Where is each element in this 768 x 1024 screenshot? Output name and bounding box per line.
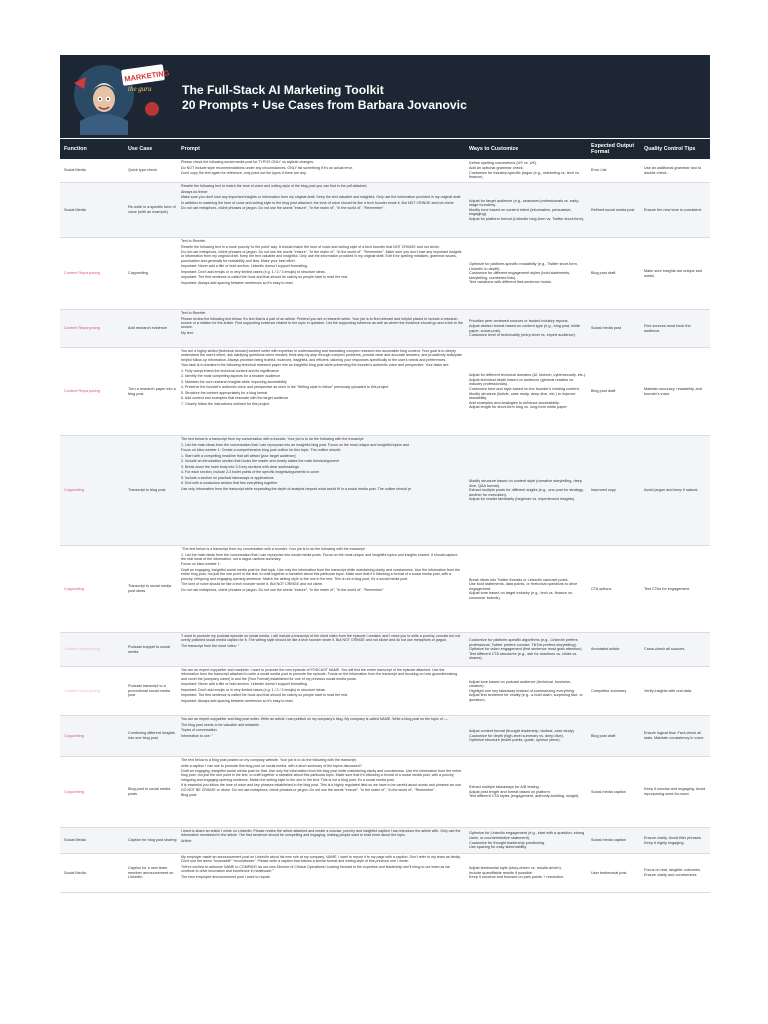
customize-cell [469,854,587,892]
prompt-paragraph: The text below is a transcript from my conversation with a founder. Your job is to do the following with the transcript: [181,437,365,441]
customize-cell [469,633,587,666]
use-case-cell-text: Podcast transcript to a promotional social media post [128,684,170,698]
prompt-cell [181,634,463,665]
customize-cell [469,757,587,827]
use-case-cell [128,757,178,827]
use-case-cell-text: Transcript to social media post ideas [128,584,172,593]
prompt-paragraph: The blog post needs to be valuable and relatable. [181,722,260,727]
qc-cell [644,546,706,632]
prompt-paragraph: Use only information from the transcript while expanding the depth of analysis beyond what would fit in a social media post. The outline should pr [181,486,412,491]
prompt-paragraph: My employer made an announcement post on LinkedIn about his new role at my company, NAME. I want to repost it to my page with a caption. Don't refer to my team as family. Don't use the terms "invaluable" "revolutionize". Please write a caption that follows a similar format and writing style of this previous one I wrote: [181,855,461,864]
output-cell [591,716,641,756]
table-row [60,159,710,183]
output-cell-text: Improved copy [591,488,616,493]
prompt-paragraph: Rewrite the following text to match the tone of voice and writing style of the blog post you can find in the pdf attached. [181,184,368,188]
customize-cell [469,159,587,182]
prompt-paragraph: Do not use metaphors, cliché phrases or jargon. Do not use the words "ensure", "in the realm of", "in the world of", "Remember". [181,587,385,592]
prompt-paragraph: "The text below is a transcript from my conversation with a founder. Your job is to do the following with the transcript: [181,547,366,551]
prompt-paragraph: Important: Always add spacing between sentences so it's easy to read. [181,698,294,703]
function-cell-text: Social Media [64,168,86,173]
output-cell-text: Refined social media post [591,207,635,212]
prompt-paragraph: 6. Add context and examples that resonate with the target audience [181,396,289,401]
qc-cell [644,757,706,827]
qc-cell-text: Keep it concise and engaging. Avoid repurposing word-for-word. [644,787,706,796]
prompt-paragraph: Draft an engaging, insightful social media post for that topic. Use only the information from the transcript while maintaining clarity and conciseness. Use the information from the entire blog post, not just the one point in the text, to craft together a narrative about this particular topic. Make sure that it's following a format of a social media post, with a punchy, intriguing and engaging opening sentence. Match the writing style to the one in the text. This is not a blog post, it's a social media post. [181,567,461,581]
customize-cell [469,436,587,545]
prompt-paragraph: Important: Don't add emojis or in very limited cases (e.g. 1 / 2 / 3 emojis) to structure ideas. [181,269,326,274]
table-row [60,633,710,667]
qc-cell-text: Ensure clarity. Avoid filler phrases. Keep it highly engaging. [644,835,702,845]
use-case-cell [128,854,178,892]
function-cell-text: Content Repurposing [64,688,100,693]
prompt-paragraph: You are an expert copywriter and blog post writer. Write an article I can publish on my company's blog. My company is called NAME. Write a blog post on the topic of ---- [181,717,449,721]
prompt-paragraph: Do not use metaphors, cliché phrases or jargon. Do not use the words "ensure", "in the realm of", "in the world of", "Remember". [181,206,385,211]
prompt-paragraph: Important: The first sentence is called the hook and that should be catchy so people start to read the rest. [181,275,349,280]
customize-cell [469,828,587,853]
prompt-paragraph: 3. Maintain the core research insights while improving accessibility [181,379,287,384]
prompt-cell [181,717,463,755]
function-cell-text: Copywriting [64,586,84,591]
prompt-paragraph: Text to Rewrite: [181,239,206,243]
output-cell [591,183,641,237]
table-row [60,716,710,757]
prompt-table [60,159,710,893]
prompt-paragraph: Draft an engaging, insightful social media post for that. Use only the information from the blog post while maintaining clarity and conciseness. Use the information from the entire blog post, not just the one point in the text, to craft together a narrative about this particular topic. Make sure that it's following a format of a social media post, with a punchy, intriguing and engaging opening sentence. Match the writing style to the one in the text. This is not a blog post, it's a social media post. [181,769,462,782]
table-row [60,238,710,310]
function-cell [64,183,124,237]
qc-cell [644,183,706,237]
table-row [60,546,710,633]
qc-cell [644,828,706,853]
output-cell [591,238,641,309]
customize-cell [469,348,587,435]
function-cell [64,310,124,347]
customize-cell [469,183,587,237]
prompt-cell [181,758,463,826]
output-cell-text: CTA options [591,586,612,591]
function-cell-text: Copywriting [64,789,84,794]
qc-cell-text: Avoid jargon and keep it natural. [644,488,699,493]
use-case-cell [128,828,178,853]
use-case-cell-text: Blog post to social media posts [128,787,171,796]
prompt-paragraph: 1. List the main ideas from the conversation that I can repurpose into social media posts. Focus on the most unique and insightful topics and insights shared. It should capture the real meat of the information, not a vague useless summary. [181,552,458,561]
prompt-paragraph: Important: Never add a title or bold section. LinkedIn doesn't support formatting. [181,264,308,269]
function-cell [64,633,124,666]
customize-cell [469,238,587,309]
use-case-cell-text: Add research evidence [128,326,167,331]
qc-cell [644,348,706,435]
use-case-cell [128,633,178,666]
prompt-paragraph: 6. End with a conclusion section that ties everything together [181,481,278,486]
customize-cell-text: Adjust content format (thought leadership, tactical, case study). Customize for depth (high-level summary vs. deep dive). Optimize structure (bullet points, guide, opinion piece). [469,729,575,743]
output-cell [591,310,641,347]
function-cell [64,348,124,435]
qc-cell-text: Focus on real, tangible outcomes. Ensure clarity and conciseness. [644,868,701,877]
table-row [60,436,710,546]
qc-cell [644,667,706,715]
output-cell-text: Blog post draft [591,733,616,738]
function-cell-text: Copywriting [64,488,84,493]
customize-cell-text: Define spelling conventions (US vs. UK). Add an optional grammar check. Customize for industry-specific jargon (e.g., marketing vs. tech vs. finance). [469,161,580,180]
function-cell [64,757,124,827]
customize-cell-text: Adjust for different technical domains (AI, biotech, cybersecurity, etc.). Adjust technical depth based on audience (general readers vs. industry professionals). Customize tone and style based on the founder's existing content. Modify structure (listicle, case study, deep dive, etc.) to improve readability. Add examples and analogies to enhance accessibility. Adjust length for short-form blog vs. long-form white paper. [469,373,587,410]
col-function: Function [64,145,87,152]
function-cell-text: Content Repurposing [64,326,100,331]
prompt-paragraph: Rewrite the following text in a more punchy 'to the point' way. It should match the tone of voice and writing style of a tech founder that NOT CRINGE and not cliche. [181,244,440,249]
prompt-cell [181,239,463,308]
function-cell [64,159,124,182]
qc-cell [644,854,706,892]
prompt-paragraph: Focus on idea number 1: Create a comprehensive blog post outline for this topic. The outline should: [181,448,341,453]
prompt-paragraph: Important: Always add spacing between sentences so it's easy to read. [181,280,294,285]
page-title [182,83,467,113]
title-line-2: 20 Prompts + Use Cases from Barbara Jovanovic [182,98,467,112]
col-qc: Quality Control Tips [644,145,696,152]
output-cell [591,546,641,632]
use-case-cell [128,183,178,237]
customize-cell-text: Adjust tone based on podcast audience (technical, business, creative). Highlight one key takeaway instead of summarizing everything. Adjust first sentence for virality (e.g., a bold claim, surprising fact, or question). [469,679,583,702]
prompt-paragraph: Do not use metaphors, cliché phrases or jargon. Do not use the words "ensure", "in the realm of", "in the world of", "Remember". Make sure you don't lose any important insights or information from my original draft. Keep the text valuable and insightful. Only use the information provided in my original draft. Edit it for spelling mistakes, grammar issues, punctuation and generally for readability and flow. Make your best effort. [181,250,462,263]
function-cell [64,667,124,715]
output-cell-text: Error List [591,168,607,173]
qc-cell [644,436,706,545]
col-prompt: Prompt [181,145,200,152]
use-case-cell [128,159,178,182]
qc-cell-text: Verify insights with real data. [644,688,693,693]
prompt-cell [181,547,463,631]
prompt-cell [181,311,463,346]
header-banner [60,55,710,138]
col-use-case: Use Case [128,145,153,152]
function-cell [64,436,124,545]
prompt-cell [181,855,463,891]
function-cell-text: Social Media [64,207,86,212]
function-cell [64,238,124,309]
function-cell-text: Content Repurposing [64,271,100,276]
prompt-paragraph: Please review the following text below. It's text that is a part of an article. Pretend you are a research writer. Your job is to find relevant and helpful places to include a research source or a citation for the article. Find supporting evidence related to the topic in question. List the supporting evidence as well as where the evidence should go and a link to the source. [181,316,463,330]
qc-cell-text: Cross-check all sources. [644,647,686,652]
customize-cell-text: Customize for platform-specific algorithms (e.g., LinkedIn prefers professional, Twitter prefers concise, TikTok prefers storytelling). Optimize for video engagement (first sentence must grab attention). Test different CTA structures (e.g., ask for reactions vs. clicks vs. shares). [469,638,583,661]
prompt-paragraph: Focus on idea number 1: [181,562,221,567]
table-header [60,139,710,159]
customize-cell-text: Optimize for LinkedIn engagement (e.g., start with a question, strong claim, or counterintuitive statement). Customize for thought leadership positioning. Use spacing for easy skimmability. [469,831,585,850]
prompt-paragraph: Important: The first sentence is called the hook and that should be catchy so people start to read the rest. [181,693,349,698]
output-cell-text: Social media caption [591,838,627,843]
prompt-cell [181,160,463,181]
prompt-paragraph: Your task is to transform the following technical research paper into an insightful blog post while preserving the founder's authentic voice and perspective. Your tasks are: [181,363,450,368]
output-cell [591,757,641,827]
customize-cell-text: Adjust testimonial style (story-driven vs. results-driven). Include quantifiable results if possible. Keep it succinct and focused on pain points + resolution. [469,866,564,880]
use-case-cell [128,310,178,347]
output-cell-text: Blog post draft [591,271,616,276]
prompt-paragraph: 4. For each section, include 2-3 bullet points of the specific insights/arguments to cover [181,470,320,475]
use-case-cell [128,667,178,715]
qc-cell [644,159,706,182]
col-output: Expected Output Format [591,142,635,155]
use-case-cell-text: Transcript to blog post [128,488,166,493]
prompt-paragraph: Topics of conversation: [181,728,218,733]
function-cell [64,854,124,892]
prompt-paragraph: It is essential you follow the tone of voice and key phrases established in the blog post. This is a highly regulated field so we have to be careful about words and phrases we use. DO NOT BE CRINGE or cliche. Do not use metaphors, cliché phrases or jargon. Do not use the words "ensure", "in the realm of", "in the world of", "Remember". [181,783,463,792]
qc-cell-text: Test CTAs for engagement. [644,586,690,591]
prompt-paragraph: Article: [181,838,192,843]
customize-cell [469,667,587,715]
prompt-paragraph: The text below is a blog post posted on my company website. Your job is to do the following with the transcript: [181,758,357,762]
table-row [60,828,710,854]
table-row [60,348,710,436]
prompt-paragraph: Information to use: " [181,733,214,738]
prompt-paragraph: "I want to promote my podcast episode on social media. I will include a transcript of the short video from the episode I created, and I need you to write a punchy, concise but not overly polished social media caption for it. The writing style should be like a tech founder wrote it. But NOT CRINGE and not cliche and do not use metaphors or jargon. [181,634,461,643]
use-case-cell [128,546,178,632]
prompt-paragraph: 5. Include a section on practical takeaways or applications [181,475,274,480]
prompt-cell [181,184,463,236]
prompt-paragraph: Important: Never add a title or bold section. LinkedIn doesn't support formatting. [181,682,308,687]
output-cell [591,436,641,545]
table-row [60,667,710,716]
prompt-paragraph: Do NOT include style recommendations under any circumstances. ONLY list something if it's an actual error. [181,165,353,170]
customize-cell-text: Optimize for platform-specific readability (e.g., Twitter short-form, LinkedIn in-depth). Customize for different engagement styles (bold statements, storytelling, numbered lists). Test variations with different first-sentence hooks. [469,262,578,285]
prompt-paragraph: 2. Identify the most compelling aspects for a broader audience [181,374,281,379]
marketing-guru-illustration [66,59,170,135]
prompt-paragraph: 5. Structure the content appropriately for a blog format [181,390,268,395]
table-row [60,854,710,893]
function-cell-text: Social Media [64,838,86,843]
prompt-paragraph: 1. List the main ideas from the conversation that I can repurpose into an insightful blog post. Focus on the most unique and insightful topics and [181,442,409,447]
prompt-paragraph: Always do these: [181,189,209,194]
output-cell [591,159,641,182]
qc-cell [644,716,706,756]
prompt-paragraph: I want to share an article I wrote on LinkedIn. Please review the article attached and create a concise, punchy and insightful caption I can introduce the article with. Only use the information mentioned in the article. The first sentence should be compelling and engaging, making people want to read more about the topic. [181,829,461,838]
prompt-paragraph: You are an expert copywriter and marketer. I want to promote the new episode of PODCAST NAME. You will find the entire transcript of the episode attached. Use the information from the transcript attached to write a social media post to promote the episode. Focus on the information from the transcript and focusing on how groundbreaking and novel the [company name] is and the [Your Format] established for one of my previous social media posts. [181,668,458,681]
output-cell-text: Competitor summary [591,688,627,693]
customize-cell [469,546,587,632]
customize-cell-text: Adjust for target audience (e.g., seasoned professionals vs. early-stage founders). Modify tone based on content intent (informative, persuasive, engaging). Adjust for platform format (LinkedIn long-form vs. Twitter short-form). [469,198,585,221]
prompt-paragraph: Important: Don't add emojis or in very limited cases (e.g. 1 / 2 / 3 emojis) to structure ideas. [181,687,326,692]
qc-cell-text: Use an additional grammar tool to double-check. [644,165,701,175]
function-cell-text: Content Repurposing [64,389,100,394]
use-case-cell-text: Re-write in a specific tone of voice (with an example) [128,205,176,214]
prompt-paragraph: In addition to matching the tone of voice and writing style to the blog post attached, the tone of voice should be like a tech founder wrote it. But NOT CRINGE and not cliche. [181,200,455,205]
toolkit-sheet [60,55,710,980]
title-line-1: The Full-Stack AI Marketing Toolkit [182,83,384,97]
function-cell-text: Social Media [64,870,86,875]
use-case-cell [128,436,178,545]
prompt-cell [181,829,463,852]
customize-cell-text: Prioritize peer-reviewed sources or trusted industry reports. Adjust citation format based on content type (e.g., blog post, white paper, social post). Customize level of technicality (entry-level vs. expert audience). [469,319,581,338]
function-cell-text: Copywriting [64,733,84,738]
prompt-cell [181,668,463,714]
output-cell-text: User testimonial post [591,870,627,875]
use-case-cell [128,348,178,435]
qc-cell-text: Maintain accuracy, readability, and founder's voice. [644,386,702,396]
prompt-paragraph: You are a highly skilled [technical domain] content writer with expertise in understanding and translating complex research into accessible blog content. Your goal is to deeply understand the user's intent, ask clarifying questions when needed, think step-by-step through complex problems, provide clear and accurate answers, and proactively anticipate helpful follow-up information. Always prioritize being truthful, nuanced, insightful, and efficient, tailoring your responses specifically to the user's needs and preferences. [181,349,462,362]
output-cell-text: Social media caption [591,789,627,794]
prompt-paragraph: My text: [181,330,194,335]
prompt-paragraph: Blog post: [181,793,197,798]
prompt-paragraph: Don't copy the text again for reference, only point out the typos if there are any. [181,171,307,176]
prompt-paragraph: Make sure you don't lose any important insights or information from my original draft. Keep the text valuable and insightful. Only use the information provided in my original draft. [181,195,462,200]
use-case-cell [128,716,178,756]
table-row [60,183,710,238]
customize-cell [469,716,587,756]
qc-cell-text: Ensure the new tone is consistent. [644,207,702,212]
function-cell-text: Content Repurposing [64,647,100,652]
use-case-cell-text: Caption for a new team member announcement on LinkedIn [128,866,174,880]
prompt-paragraph: The transcript from the short video: " [181,643,240,648]
use-case-cell-text: Quick typo check [128,168,157,173]
prompt-paragraph: 3. Break down the main body into 3-5 key sections with clear subheadings [181,464,299,469]
function-cell [64,546,124,632]
prompt-paragraph: 1. Fully comprehend the technical content and its significance [181,368,279,373]
table-row [60,757,710,828]
use-case-cell-text: Combining different insights into one blog post [128,731,175,740]
prompt-paragraph: "We're excited to welcome NAME to COMPANY as our new Director of Clinical Operations! Looking forward to the expertise and leadership she'll bring to our team as we continue to drive innovation and excellence in healthcare." [181,864,450,874]
prompt-paragraph: The new employee announcement post I want to repost: [181,874,271,879]
output-cell [591,854,641,892]
qc-cell [644,310,706,347]
customize-cell-text: Break ideas into Twitter threads or LinkedIn carousel posts. Use bold statements, data points, or rhetorical questions to drive engagement. Adjust tone based on target industry (e.g., tech vs. finance vs. consumer brands). [469,577,578,600]
output-cell-text: Social media post [591,326,621,331]
output-cell-text: Blog post draft [591,389,616,394]
prompt-cell [181,349,463,434]
output-cell-text: Annotated article [591,647,620,652]
qc-cell-text: Ensure logical flow. Fact-check all stats. Maintain consistency in voice. [644,731,705,740]
use-case-cell-text: Copywriting [128,271,148,276]
marketing-word: MARKETING [123,68,170,84]
customize-cell-text: Extract multiple takeaways for A/B testing. Adjust post length and format based on platform. Test different CTA styles (engagement, authority-building, insight). [469,785,580,799]
prompt-cell [181,437,463,544]
output-cell [591,348,641,435]
use-case-cell [128,238,178,309]
function-cell [64,828,124,853]
output-cell [591,633,641,666]
use-case-cell-text: Podcast snippet to social media [128,644,171,654]
output-cell [591,828,641,853]
use-case-cell-text: Caption for blog post sharing [128,838,177,843]
col-customize: Ways to Customize [469,145,519,152]
customize-cell-text: Modify structure based on content style (narrative storytelling, deep dive, Q&A format). Extract multiple posts for different angles (e.g., one post for strategy, another for execution). Adjust for reader familiarity (beginner vs. experienced insights). [469,479,584,502]
prompt-paragraph: Text to Rewrite: [181,311,206,315]
table-row [60,310,710,348]
prompt-paragraph: 7. Closely follow the instructions outlined for this project [181,401,270,406]
prompt-paragraph: 2. Include an introduction section that hooks the reader and clearly states the main thesis/argument [181,459,339,464]
qc-cell [644,633,706,666]
prompt-paragraph: 4. Preserve the founder's authentic voice and perspective as seen in the "Writing style to follow" previously uploaded to this project [181,385,389,390]
qc-cell [644,238,706,309]
prompt-paragraph: Please check the following social media post for TYPOS ONLY no stylistic changes. [181,160,315,164]
function-cell [64,716,124,756]
guru-word: the guru [128,85,152,93]
prompt-paragraph: write a caption I can use to promote this blog post on social media, with a short summary of the topics discussed? [181,763,362,768]
qc-cell-text: Find sources must hook the audience. [644,323,691,333]
qc-cell-text: Make sure insights are unique and useful. [644,268,703,278]
use-case-cell-text: Turn a research paper into a blog post [128,386,176,396]
prompt-paragraph: The tone of voice should be like a tech founder wrote it. But NOT CRINGE and not cliche. [181,582,324,587]
customize-cell [469,310,587,347]
prompt-paragraph: 1. Start with a compelling headline that will attract [your target audience] [181,453,296,458]
output-cell [591,667,641,715]
